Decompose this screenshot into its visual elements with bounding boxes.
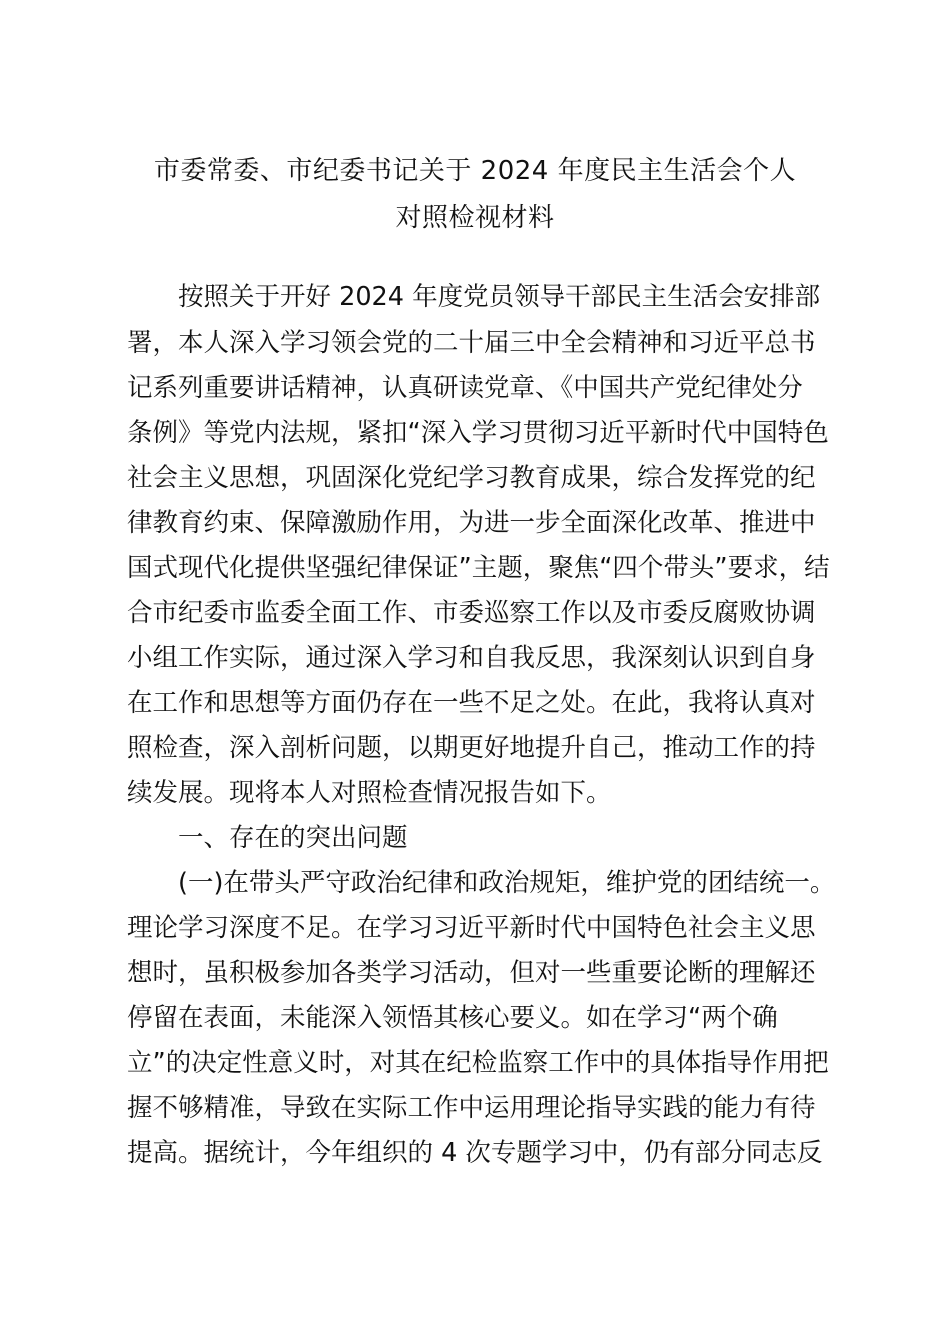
body-line-12: 续发展。现将本人对照检查情况报告如下。	[127, 778, 612, 808]
body-line-15: 理论学习深度不足。在学习习近平新时代中国特色社会主义思	[127, 913, 816, 943]
subsection-heading: (一)在带头严守政治纪律和政治规矩，维护党的团结统一。	[178, 868, 836, 898]
body-line-19: 握不够精准，导致在实际工作中运用理论指导实践的能力有待	[127, 1093, 816, 1123]
body-line-6: 律教育约束、保障激励作用，为进一步全面深化改革、推进中	[127, 508, 816, 538]
document-title-line-1: 市委常委、市纪委书记关于 2024 年度民主生活会个人	[153, 156, 797, 186]
body-line-9: 小组工作实际，通过深入学习和自我反思，我深刻认识到自身	[127, 643, 816, 673]
body-line-1: 按照关于开好 2024 年度党员领导干部民主生活会安排部	[178, 282, 821, 312]
body-line-8: 合市纪委市监委全面工作、市委巡察工作以及市委反腐败协调	[127, 598, 816, 628]
body-line-17: 停留在表面，未能深入领悟其核心要义。如在学习“两个确	[127, 1003, 778, 1033]
body-line-18: 立”的决定性意义时，对其在纪检监察工作中的具体指导作用把	[127, 1048, 829, 1078]
body-line-4: 条例》等党内法规，紧扣“深入学习贯彻习近平新时代中国特色	[127, 418, 829, 448]
body-line-16: 想时，虽积极参加各类学习活动，但对一些重要论断的理解还	[127, 958, 816, 988]
body-line-5: 社会主义思想，巩固深化党纪学习教育成果，综合发挥党的纪	[127, 463, 816, 493]
body-line-20: 提高。据统计，今年组织的 4 次专题学习中，仍有部分同志反	[127, 1138, 823, 1168]
body-line-2: 署，本人深入学习领会党的二十届三中全会精神和习近平总书	[127, 328, 816, 358]
document-title-line-2: 对照检视材料	[395, 203, 555, 233]
body-line-3: 记系列重要讲话精神，认真研读党章、《中国共产党纪律处分	[127, 373, 803, 403]
section-heading: 一、存在的突出问题	[178, 823, 408, 853]
body-line-7: 国式现代化提供坚强纪律保证”主题，聚焦“四个带头”要求，结	[127, 553, 830, 583]
body-line-10: 在工作和思想等方面仍存在一些不足之处。在此，我将认真对	[127, 688, 816, 718]
body-line-11: 照检查，深入剖析问题，以期更好地提升自己，推动工作的持	[127, 733, 816, 763]
